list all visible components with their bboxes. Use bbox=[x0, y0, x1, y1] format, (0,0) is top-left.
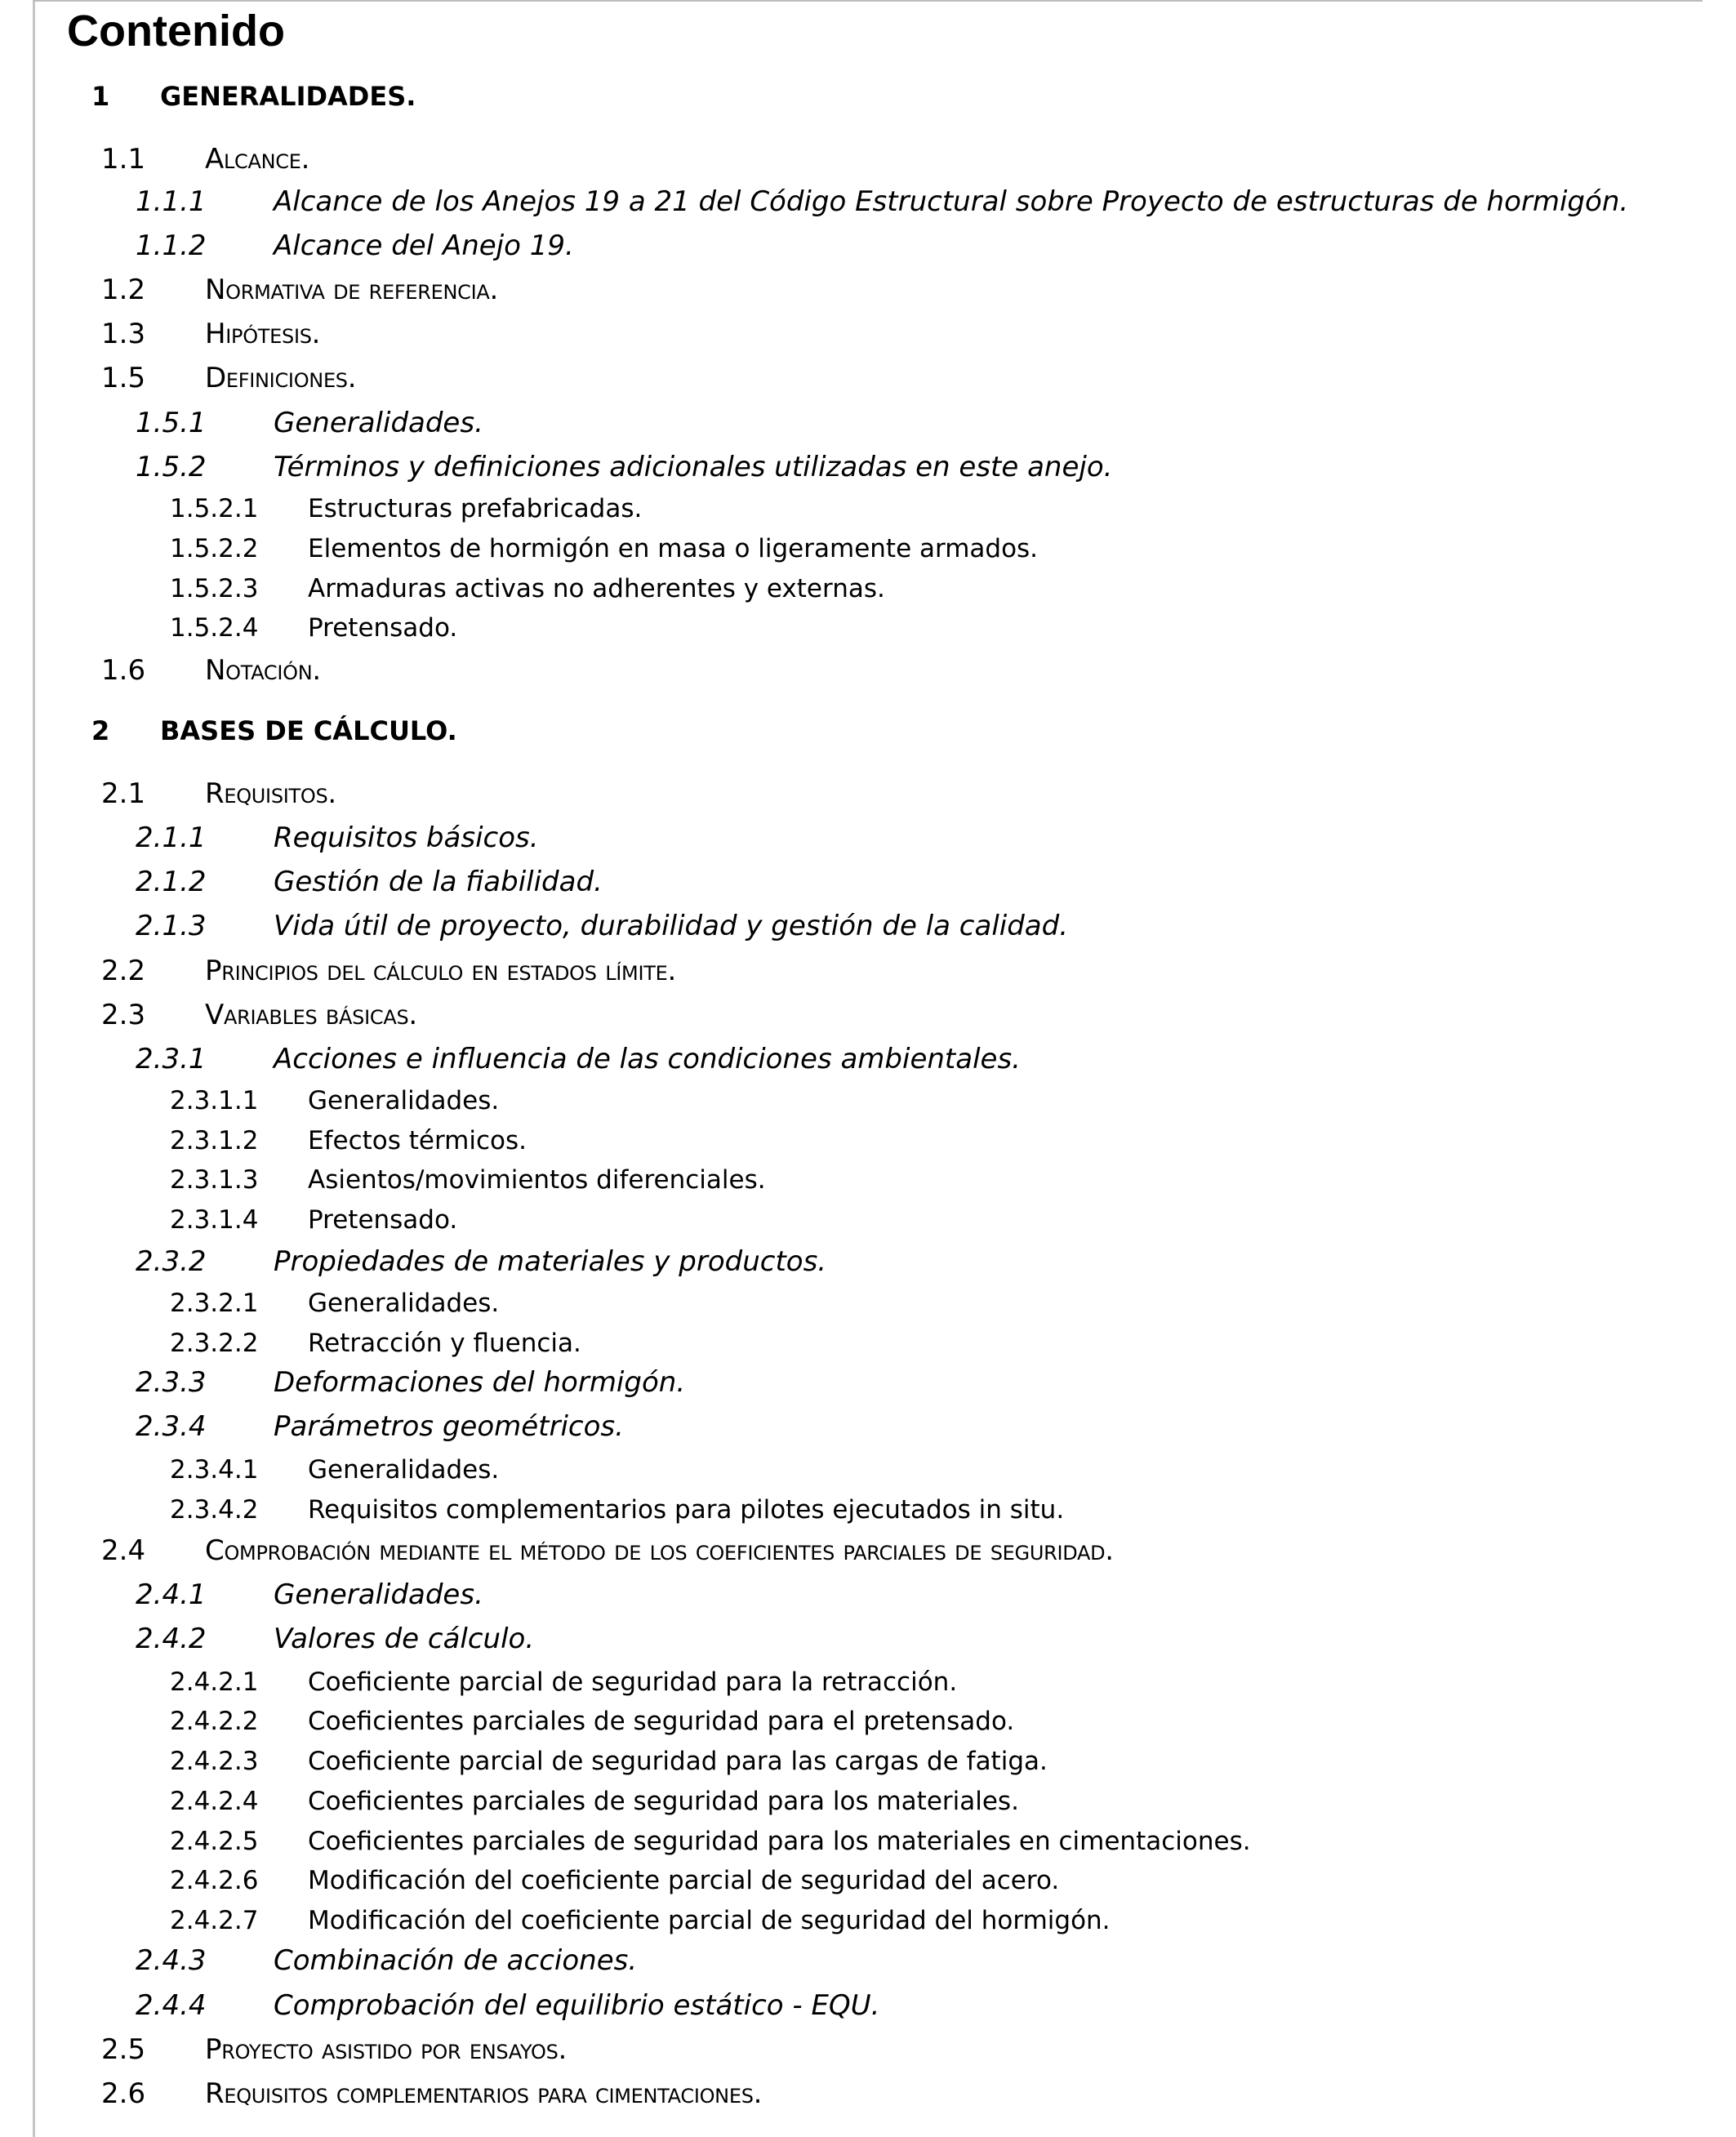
toc-entry-number: 1.6 bbox=[101, 654, 146, 687]
toc-entry-number: 2.3.4.1 bbox=[170, 1455, 259, 1485]
toc-entry-number: 2.3.3 bbox=[136, 1366, 207, 1399]
toc-title: Contenido bbox=[67, 7, 285, 56]
toc-entry-text: Generalidades. bbox=[308, 1455, 500, 1485]
toc-entry-number: 2.3.1.4 bbox=[170, 1205, 259, 1235]
toc-entry-text: Proyecto asistido por ensayos. bbox=[205, 2033, 568, 2066]
toc-entry-text: Alcance. bbox=[205, 143, 310, 176]
toc-entry-number: 2.1.2 bbox=[136, 866, 207, 898]
toc-entry-number: 1.5 bbox=[101, 362, 146, 394]
toc-entry-number: 2.1.3 bbox=[136, 910, 207, 942]
toc-entry-text: Gestión de la fiabilidad. bbox=[274, 866, 603, 898]
toc-entry-text: Requisitos complementarios para cimentaciones. bbox=[205, 2077, 763, 2110]
toc-entry-number: 1.3 bbox=[101, 318, 146, 350]
toc-entry-text: Alcance del Anejo 19. bbox=[274, 229, 574, 262]
toc-entry-text: Alcance de los Anejos 19 a 21 del Código Estructural sobre Proyecto de estructuras de hormigón. bbox=[274, 185, 1629, 218]
toc-entry-number: 2.4.2.6 bbox=[170, 1866, 259, 1895]
toc-entry-text: Términos y definiciones adicionales utilizadas en este anejo. bbox=[274, 451, 1113, 483]
toc-entry-number: 2.3.2.1 bbox=[170, 1289, 259, 1318]
toc-entry-number: 2.4.2.7 bbox=[170, 1906, 259, 1935]
toc-entry-text: Generalidades. bbox=[274, 1578, 483, 1611]
toc-entry-text: Asientos/movimientos diferenciales. bbox=[308, 1165, 766, 1195]
toc-entry-text: Variables básicas. bbox=[205, 999, 417, 1031]
toc-entry-text: Armaduras activas no adherentes y externas. bbox=[308, 574, 885, 603]
toc-entry-number: 2.3.4.2 bbox=[170, 1495, 259, 1525]
toc-entry-text: Requisitos. bbox=[205, 777, 336, 810]
toc-entry-number: 2.4.4 bbox=[136, 1989, 207, 2022]
toc-entry-number: 2.4.2 bbox=[136, 1623, 207, 1655]
toc-entry-number: 2.4 bbox=[101, 1534, 146, 1567]
toc-entry-number: 1.5.2.1 bbox=[170, 494, 259, 523]
toc-entry-number: 2.5 bbox=[101, 2033, 146, 2066]
toc-entry-text: Requisitos complementarios para pilotes ejecutados in situ. bbox=[308, 1495, 1065, 1525]
toc-entry-text: Modificación del coeficiente parcial de seguridad del acero. bbox=[308, 1866, 1060, 1895]
toc-entry-number: 2.4.2.3 bbox=[170, 1747, 259, 1776]
toc-entry-text: Generalidades. bbox=[274, 407, 483, 439]
toc-entry-number: 2.3 bbox=[101, 999, 146, 1031]
toc-entry-text: Deformaciones del hormigón. bbox=[274, 1366, 686, 1399]
toc-entry-text: Hipótesis. bbox=[205, 318, 321, 350]
toc-entry-text: Comprobación mediante el método de los coeficientes parciales de seguridad. bbox=[205, 1534, 1114, 1567]
toc-entry-text: Requisitos básicos. bbox=[274, 821, 539, 854]
toc-entry-number: 1.5.1 bbox=[136, 407, 207, 439]
toc-entry-number: 2.4.2.2 bbox=[170, 1707, 259, 1736]
toc-entry-text: Coeficiente parcial de seguridad para la retracción. bbox=[308, 1667, 958, 1697]
toc-entry-text: Elementos de hormigón en masa o ligeramente armados. bbox=[308, 534, 1039, 563]
toc-entry-text: Propiedades de materiales y productos. bbox=[274, 1245, 827, 1278]
toc-entry-text: Vida útil de proyecto, durabilidad y gestión de la calidad. bbox=[274, 910, 1069, 942]
toc-entry-text: Efectos térmicos. bbox=[308, 1126, 527, 1155]
toc-entry-text: Retracción y fluencia. bbox=[308, 1329, 581, 1358]
toc-entry-text: Generalidades. bbox=[308, 1289, 500, 1318]
toc-entry-text: Coeficientes parciales de seguridad para el pretensado. bbox=[308, 1707, 1015, 1736]
toc-entry-text: Notación. bbox=[205, 654, 321, 687]
toc-entry-number: 1.5.2 bbox=[136, 451, 207, 483]
toc-entry-number: 2.4.2.4 bbox=[170, 1787, 259, 1816]
toc-entry-number: 2.2 bbox=[101, 955, 146, 987]
toc-entry-number: 1.5.2.3 bbox=[170, 574, 259, 603]
toc-entry-text: GENERALIDADES. bbox=[160, 81, 416, 112]
toc-entry-number: 1.5.2.2 bbox=[170, 534, 259, 563]
toc-entry-number: 2.4.1 bbox=[136, 1578, 207, 1611]
toc-entry-text: Modificación del coeficiente parcial de seguridad del hormigón. bbox=[308, 1906, 1111, 1935]
toc-entry-text: Pretensado. bbox=[308, 613, 458, 643]
toc-entry-text: Coeficiente parcial de seguridad para las cargas de fatiga. bbox=[308, 1747, 1048, 1776]
toc-entry-text: Definiciones. bbox=[205, 362, 357, 394]
toc-entry-number: 1 bbox=[91, 81, 110, 112]
toc-entry-text: BASES DE CÁLCULO. bbox=[160, 715, 457, 746]
toc-entry-text: Normativa de referencia. bbox=[205, 274, 499, 306]
toc-entry-text: Combinación de acciones. bbox=[274, 1944, 638, 1977]
toc-entry-number: 2.6 bbox=[101, 2077, 146, 2110]
toc-entry-number: 1.1.2 bbox=[136, 229, 207, 262]
toc-entry-number: 2.3.1.2 bbox=[170, 1126, 259, 1155]
toc-entry-number: 2.4.3 bbox=[136, 1944, 207, 1977]
toc-entry-number: 1.5.2.4 bbox=[170, 613, 259, 643]
toc-entry-text: Generalidades. bbox=[308, 1086, 500, 1115]
toc-entry-text: Estructuras prefabricadas. bbox=[308, 494, 643, 523]
toc-entry-text: Acciones e influencia de las condiciones ambientales. bbox=[274, 1043, 1021, 1075]
toc-entry-text: Valores de cálculo. bbox=[274, 1623, 535, 1655]
toc-entry-number: 1.1.1 bbox=[136, 185, 207, 218]
toc-entry-text: Comprobación del equilibrio estático - EQU. bbox=[274, 1989, 880, 2022]
toc-entry-number: 2 bbox=[91, 715, 110, 746]
toc-entry-number: 2.3.4 bbox=[136, 1410, 207, 1443]
toc-entry-number: 2.3.1 bbox=[136, 1043, 207, 1075]
toc-entry-number: 2.1.1 bbox=[136, 821, 207, 854]
toc-entry-number: 2.3.2.2 bbox=[170, 1329, 259, 1358]
toc-entry-number: 2.4.2.5 bbox=[170, 1827, 259, 1856]
toc-entry-number: 2.4.2.1 bbox=[170, 1667, 259, 1697]
toc-entry-number: 1.1 bbox=[101, 143, 146, 176]
toc-entry-text: Pretensado. bbox=[308, 1205, 458, 1235]
toc-entry-text: Coeficientes parciales de seguridad para los materiales. bbox=[308, 1787, 1019, 1816]
toc-entry-number: 2.3.2 bbox=[136, 1245, 207, 1278]
toc-entry-number: 2.1 bbox=[101, 777, 146, 810]
toc-entry-number: 2.3.1.1 bbox=[170, 1086, 259, 1115]
toc-entry-number: 2.3.1.3 bbox=[170, 1165, 259, 1195]
toc-entry-number: 1.2 bbox=[101, 274, 146, 306]
toc-entry-text: Coeficientes parciales de seguridad para los materiales en cimentaciones. bbox=[308, 1827, 1251, 1856]
toc-entry-text: Parámetros geométricos. bbox=[274, 1410, 624, 1443]
toc-entry-text: Principios del cálculo en estados límite. bbox=[205, 955, 676, 987]
